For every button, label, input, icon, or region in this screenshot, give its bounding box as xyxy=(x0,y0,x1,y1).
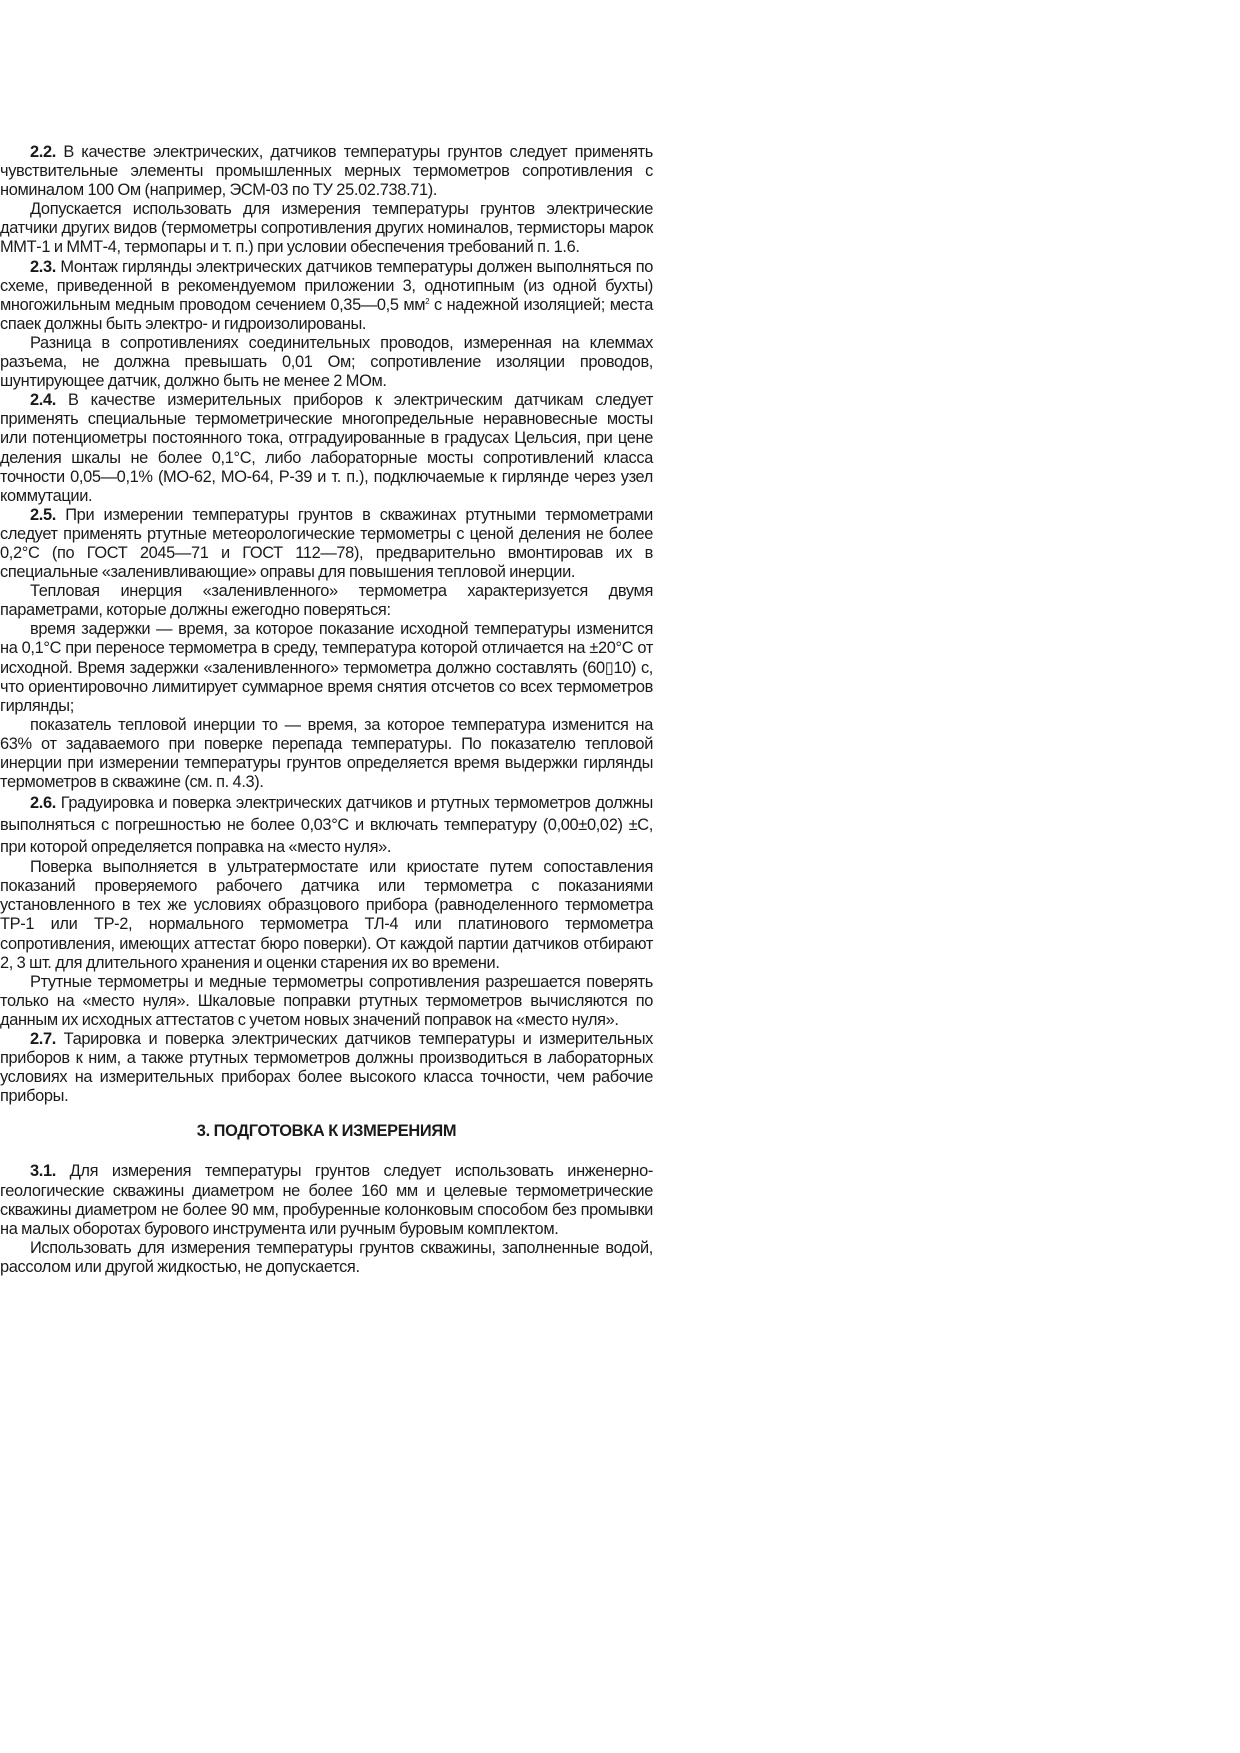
document-page xyxy=(0,143,653,1277)
paragraph-2-3 xyxy=(0,258,653,334)
paragraph-text: В качестве измерительных приборов к электрическим датчикам следует применять специальные термометрические многопредельные неравновесные мосты или потенциометры постоянного тока, отградуированные в градусах Цельсия, при цене деления шкалы не более 0,1°С, либо лабораторные мосты сопротивлений класса точности 0,05—0,1% (МО-62, МО-64, Р-39 и т. п.), подключаемые к гирлянде через узел коммутации. xyxy=(0,391,653,505)
clause-number: 2.6. xyxy=(30,794,56,813)
paragraph-text: При измерении температуры грунтов в скважинах ртутными термометрами следует применять ртутные метеорологические термометры с ценой деления не более 0,2°С (по ГОСТ 2045—71 и ГОСТ 112—78), предварительно вмонтировав их в специальные «заленивливающие» оправы для повышения тепловой инерции. xyxy=(0,505,653,582)
paragraph-text: Тарировка и поверка электрических датчиков температуры и измерительных приборов к ним, а также ртутных термометров должны производиться в лабораторных условиях на измерительных приборах более высокого класса точности, чем рабочие приборы. xyxy=(0,1030,653,1106)
paragraph-3-1 xyxy=(0,1162,653,1238)
section-heading: 3. ПОДГОТОВКА К ИЗМЕРЕНИЯМ xyxy=(196,1122,457,1141)
paragraph-2-6 xyxy=(0,792,653,858)
paragraph-3-1-cont xyxy=(0,1239,653,1277)
paragraph-2-3-cont xyxy=(0,334,653,391)
paragraph-2-5 xyxy=(0,506,653,582)
paragraph-2-6-verification xyxy=(0,858,653,973)
clause-number: 2.3. xyxy=(30,257,56,276)
paragraph-2-2 xyxy=(0,143,653,200)
paragraph-text: с надежной изоляцией; места спаек должны быть электро- и гидроизолированы. xyxy=(0,295,653,333)
clause-number: 2.4. xyxy=(30,391,56,410)
paragraph-text: В качестве электрических, датчиков температуры грунтов следует применять чувствительные элементы промышленных мерных термометров сопротивления с номиналом 100 Ом (например, ЭСМ-03 по ТУ 25.02.738.71). xyxy=(0,143,653,200)
paragraph-2-2-cont xyxy=(0,200,653,257)
paragraph-2-5-index xyxy=(0,716,653,792)
paragraph-2-6-mercury xyxy=(0,973,653,1030)
paragraph-2-5-inertia xyxy=(0,582,653,620)
clause-number: 2.2. xyxy=(30,143,56,161)
clause-number: 3.1. xyxy=(30,1162,56,1181)
paragraph-text: Монтаж гирлянды электрических датчиков температуры должен выполняться по схеме, приведенной в рекомендуемом приложении 3, однотипным (из одной бухты) многожильным медным проводом сечением 0,35—0,5 мм xyxy=(0,257,653,314)
paragraph-text: время задержки — время, за которое показание исходной температуры изменится на 0,1°С при переносе термометра в среду, температура которой отличается на ±20°С от исходной. Время задержки «заленивленного» термометра должно составлять (60▯10) с, что ориентировочно лимитирует суммарное время снятия отсчетов со всех термометров гирлянды; xyxy=(0,620,653,715)
paragraph-2-4 xyxy=(0,391,653,506)
paragraph-text: Разница в сопротивлениях соединительных проводов, измеренная на клеммах разъема, не должна превышать 0,01 Ом; сопротивление изоляции проводов, шунтирующее датчик, должно быть не менее 2 МОм. xyxy=(0,333,653,391)
paragraph-text: Градуировка и поверка электрических датчиков и ртутных термометров должны выполняться с погрешностью не более 0,03°С и включать температуру (0,00±0,02) ±С, при которой определяется поправка на «место нуля». xyxy=(0,794,653,857)
paragraph-2-5-delay xyxy=(0,620,653,715)
paragraph-text: Поверка выполняется в ультратермостате или криостате путем сопоставления показаний проверяемого рабочего датчика или термометра с показаниями установленного в тех же условиях образцового прибора (равноделенного термометра ТР-1 или ТР-2, нормального термометра ТЛ-4 или платинового термометра сопротивления, имеющих аттестат бюро поверки). От каждой партии датчиков отбирают 2, 3 шт. для длительного хранения и оценки старения их во времени. xyxy=(0,858,653,972)
paragraph-text: Допускается использовать для измерения температуры грунтов электрические датчики других видов (термометры сопротивления других номиналов, термисторы марок ММТ-1 и ММТ-4, термопары и т. п.) при условии обеспечения требований п. 1.6. xyxy=(0,200,653,257)
paragraph-text: Использовать для измерения температуры грунтов скважины, заполненные водой, рассолом или другой жидкостью, не допускается. xyxy=(0,1238,653,1276)
paragraph-2-7 xyxy=(0,1030,653,1106)
clause-number: 2.7. xyxy=(30,1030,56,1049)
paragraph-text: показатель тепловой инерции то — время, за которое температура изменится на 63% от задаваемого при поверке перепада температуры. По показателю тепловой инерции при измерении температуры грунтов определяется время выдержки гирлянды термометров в скважине (см. п. 4.3). xyxy=(0,715,653,792)
superscript: 2 xyxy=(425,296,430,306)
clause-number: 2.5. xyxy=(30,505,56,524)
paragraph-text: Ртутные термометры и медные термометры сопротивления разрешается поверять только на «место нуля». Шкаловые поправки ртутных термометров вычисляются по данным их исходных аттестатов с учетом новых значений поправок на «место нуля». xyxy=(0,972,653,1029)
paragraph-text: Тепловая инерция «заленивленного» термометра характеризуется двумя параметрами, которые должны ежегодно поверяться: xyxy=(0,582,653,620)
paragraph-text: Для измерения температуры грунтов следует использовать инженерно-геологические скважины диаметром не более 160 мм и целевые термометрические скважины диаметром не более 90 мм, пробуренные колонковым способом без промывки на малых оборотах бурового инструмента или ручным буровым комплектом. xyxy=(0,1162,653,1238)
